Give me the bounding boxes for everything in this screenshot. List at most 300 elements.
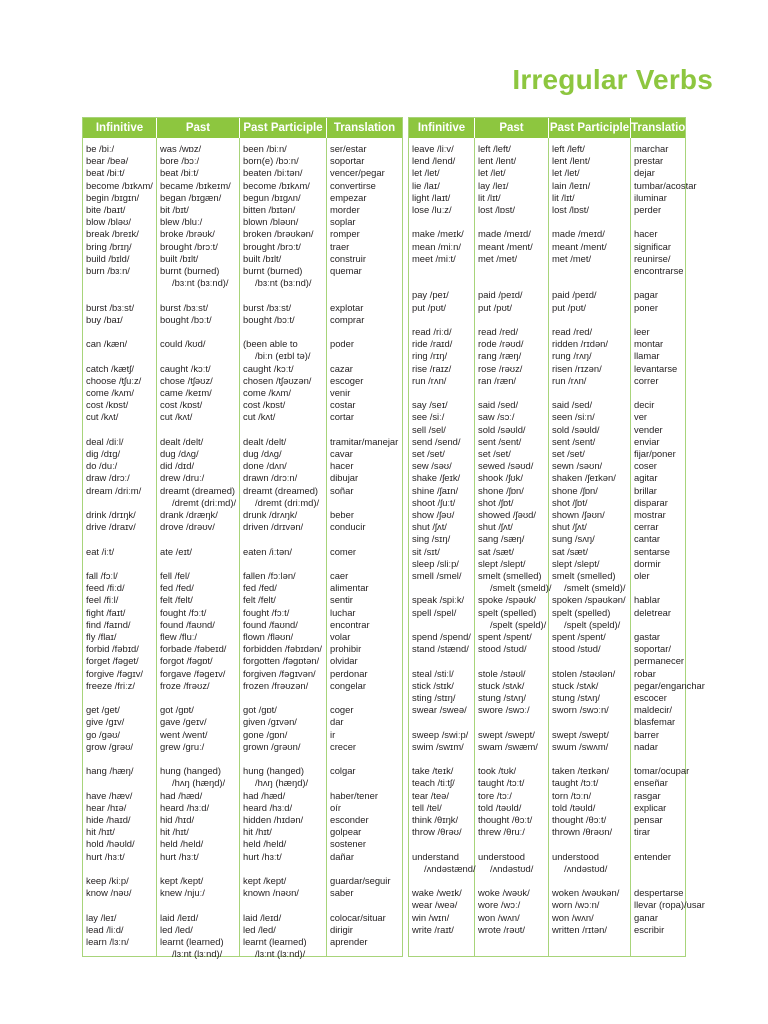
- column-past-participle: [549, 138, 631, 956]
- table-cell: [243, 558, 326, 570]
- table-cell: mean /miːn/: [412, 240, 461, 252]
- table-cell: gave /geɪv/: [160, 716, 207, 728]
- header-translation: Translation: [333, 122, 396, 134]
- table-cell: cerrar: [634, 521, 659, 533]
- table-cell: quemar: [330, 265, 362, 277]
- table-cell: [552, 753, 630, 765]
- table-cell: /ʌndəstʊd/: [564, 862, 608, 874]
- table-cell: shut /ʃʌt/: [478, 521, 513, 533]
- table-cell: swum /swʌm/: [552, 740, 609, 752]
- table-cell: deletrear: [634, 606, 672, 618]
- table-cell: [86, 753, 156, 765]
- table-cell: fell /fel/: [160, 570, 190, 582]
- table-cell: smelt (smelled): [478, 570, 542, 582]
- table-cell: soñar: [330, 484, 354, 496]
- header-infinitive: Infinitive: [83, 118, 157, 138]
- table-cell: dañar: [330, 850, 354, 862]
- table-cell: [243, 289, 326, 301]
- table-cell: poner: [634, 301, 658, 313]
- table-cell: meet /miːt/: [412, 252, 456, 264]
- table-cell: lose /luːz/: [412, 204, 452, 216]
- table-cell: woken /wəʊkən/: [552, 887, 620, 899]
- table-cell: agitar: [634, 472, 658, 484]
- table-cell: let /let/: [552, 167, 580, 179]
- table-cell: heard /hɜːd/: [160, 801, 210, 813]
- table-cell: drew /druː/: [160, 472, 205, 484]
- table-cell: traer: [330, 240, 350, 252]
- table-cell: [412, 265, 474, 277]
- table-cell: lain /leɪn/: [552, 179, 591, 191]
- table-cell: grow /grəʊ/: [86, 740, 134, 752]
- table-cell: llevar (ropa)/usar: [634, 899, 705, 911]
- table-cell: showed /ʃəʊd/: [478, 509, 536, 521]
- table-cell: [552, 387, 630, 399]
- table-cell: do /duː/: [86, 460, 118, 472]
- table-cell: [412, 387, 474, 399]
- table-cell: begun /bɪgʌn/: [243, 191, 301, 203]
- table-cell: sold /səʊld/: [478, 423, 526, 435]
- column-translation: [327, 138, 402, 956]
- table-cell: forgive /fəgɪv/: [86, 667, 144, 679]
- table-cell: [330, 533, 402, 545]
- table-cell: /spelt (speld)/: [564, 618, 621, 630]
- table-cell: bore /bɔː/: [160, 155, 200, 167]
- table-cell: [412, 753, 474, 765]
- table-cell: laid /leɪd/: [160, 911, 199, 923]
- table-cell: [86, 424, 156, 436]
- table-cell: began /bɪgæn/: [160, 191, 222, 203]
- table-cell: costar: [330, 399, 356, 411]
- table-cell: fought /fɔːt/: [160, 606, 207, 618]
- table-cell: shine /ʃaɪn/: [412, 484, 459, 496]
- header-infinitive: Infinitive: [409, 118, 475, 138]
- table-cell: blasfemar: [634, 716, 676, 728]
- table-cell: said /sed/: [552, 399, 593, 411]
- table-cell: learn /lɜːn/: [86, 936, 129, 947]
- table-cell: empezar: [330, 191, 367, 203]
- table-cell: [330, 424, 402, 436]
- table-cell: [160, 899, 239, 911]
- table-cell: [160, 350, 239, 362]
- table-cell: said /sed/: [478, 399, 519, 411]
- table-cell: built /bɪlt/: [160, 252, 199, 264]
- table-cell: sit /sɪt/: [412, 545, 440, 557]
- table-cell: sang /sæŋ/: [478, 533, 525, 545]
- table-cell: go /gəʊ/: [86, 728, 120, 740]
- table-cell: forgiven /fəgɪvən/: [243, 667, 316, 679]
- table-cell: [86, 326, 156, 338]
- table-cell: sat /sæt/: [478, 545, 514, 557]
- table-cell: iluminar: [634, 191, 667, 203]
- table-cell: swam /swæm/: [478, 740, 538, 752]
- table-cell: disparar: [634, 496, 668, 508]
- table-cell: sewn /səʊn/: [552, 460, 603, 472]
- table-cell: known /nəʊn/: [243, 887, 299, 899]
- table-cell: sew /səʊ/: [412, 460, 452, 472]
- table-cell: cut /kʌt/: [160, 411, 193, 423]
- table-cell: buy /baɪ/: [86, 313, 123, 325]
- table-cell: burn /bɜːn/: [86, 265, 130, 277]
- table-cell: hurt /hɜːt/: [160, 850, 199, 862]
- table-cell: leer: [634, 326, 650, 337]
- table-cell: chose /tʃəʊz/: [160, 374, 213, 386]
- table-cell: shone /ʃɒn/: [478, 484, 524, 496]
- table-cell: hit /hɪt/: [160, 826, 189, 838]
- table-cell: /spelt (speld)/: [490, 618, 547, 630]
- table-cell: keep /kiːp/: [86, 875, 129, 886]
- table-cell: set /set/: [412, 448, 445, 459]
- table-cell: could /kʊd/: [160, 338, 206, 350]
- table-cell: escoger: [330, 374, 364, 386]
- table-cell: hit /hɪt/: [86, 826, 115, 838]
- table-cell: mostrar: [634, 509, 666, 521]
- table-cell: [86, 899, 156, 911]
- table-cell: fall /fɔːl/: [86, 569, 118, 581]
- table-cell: meant /ment/: [552, 240, 607, 252]
- table-cell: [552, 838, 630, 850]
- table-cell: tramitar/manejar: [330, 435, 399, 447]
- table-cell: despertarse: [634, 887, 684, 899]
- table-cell: spend /spend/: [412, 631, 471, 643]
- table-cell: coger: [330, 704, 354, 716]
- table-cell: shoot /ʃuːt/: [412, 496, 456, 508]
- table-cell: dirigir: [330, 923, 353, 935]
- table-cell: fed /fed/: [243, 582, 277, 594]
- table-cell: eaten /iːtən/: [243, 545, 292, 557]
- table-cell: [412, 216, 474, 228]
- table-cell: cost /kɒst/: [160, 399, 203, 411]
- table-cell: dig /dɪg/: [86, 448, 121, 459]
- table-cell: had /hæd/: [160, 789, 203, 801]
- table-cell: dealt /delt/: [160, 435, 204, 447]
- table-cell: ate /eɪt/: [160, 545, 193, 557]
- table-cell: beat /biːt/: [160, 167, 199, 179]
- table-cell: coser: [634, 460, 657, 472]
- table-cell: swim /swɪm/: [412, 740, 464, 752]
- table-cell: forgot /fəgɒt/: [160, 655, 213, 667]
- table-cell: [160, 424, 239, 436]
- table-cell: smell /smel/: [412, 570, 462, 582]
- table-cell: ring /rɪŋ/: [412, 350, 448, 362]
- table-cell: shown /ʃəʊn/: [552, 509, 605, 521]
- table-cell: put /pʊt/: [478, 301, 512, 313]
- table-cell: stuck /stʌk/: [552, 679, 599, 691]
- header-past: Past: [157, 118, 240, 138]
- table-cell: hablar: [634, 594, 661, 606]
- table-cell: rang /ræŋ/: [478, 350, 522, 362]
- table-cell: shaken /ʃeɪkən/: [552, 472, 616, 484]
- table-cell: rasgar: [634, 789, 661, 801]
- table-cell: learnt (learned): [243, 936, 307, 948]
- table-cell: did /dɪd/: [160, 460, 195, 472]
- table-cell: bit /bɪt/: [160, 204, 189, 216]
- table-cell: colgar: [330, 765, 356, 777]
- table-cell: led /led/: [160, 923, 193, 935]
- table-cell: pensar: [634, 814, 663, 826]
- table-cell: gone /gɒn/: [243, 728, 288, 740]
- table-cell: drank /dræŋk/: [160, 509, 218, 521]
- table-cell: [412, 582, 474, 594]
- table-cell: rise /raɪz/: [412, 362, 452, 374]
- table-cell: gastar: [634, 631, 661, 643]
- table-cell: encontrarse: [634, 265, 684, 277]
- table-cell: forbade /fəbeɪd/: [160, 643, 227, 655]
- table-cell: chosen /tʃəʊzən/: [243, 374, 312, 386]
- table-cell: [86, 777, 156, 789]
- table-cell: decir: [634, 399, 655, 411]
- table-cell: [243, 533, 326, 545]
- table-cell: run /rʌn/: [412, 374, 447, 386]
- table-cell: [243, 863, 326, 875]
- table-cell: hold /həʊld/: [86, 838, 135, 850]
- table-cell: thought /θɔːt/: [478, 814, 533, 826]
- table-cell: lit /lɪt/: [552, 191, 575, 203]
- table-cell: grew /gruː/: [160, 740, 205, 752]
- table-cell: went /went/: [160, 728, 208, 740]
- table-cell: [552, 277, 630, 289]
- table-cell: [478, 216, 548, 228]
- table-cell: drive /draɪv/: [86, 521, 136, 533]
- table-cell: throw /θrəʊ/: [412, 826, 462, 838]
- table-cell: brought /brɔːt/: [160, 240, 218, 252]
- table-cell: come /kʌm/: [86, 387, 134, 398]
- table-cell: swear /sweə/: [412, 704, 467, 716]
- table-cell: oler: [634, 570, 650, 582]
- table-cell: /lɜːnt (lɜːnd)/: [172, 948, 223, 960]
- table-cell: conducir: [330, 521, 366, 533]
- table-cell: took /tʊk/: [478, 765, 517, 777]
- table-cell: froze /frəʊz/: [160, 679, 210, 691]
- table-cell: sat /sæt/: [552, 545, 588, 557]
- table-cell: olvidar: [330, 655, 358, 667]
- table-cell: shook /ʃʊk/: [478, 472, 523, 484]
- table-cell: set /set/: [552, 448, 585, 459]
- table-cell: [243, 692, 326, 704]
- table-cell: sell /sel/: [412, 423, 446, 435]
- table-cell: stick /stɪk/: [412, 679, 454, 691]
- table-cell: sworn /swɔːn/: [552, 704, 609, 716]
- table-cell: bite /baɪt/: [86, 204, 126, 216]
- table-cell: forgave /fəgeɪv/: [160, 667, 226, 679]
- table-cell: sent /sent/: [478, 435, 522, 447]
- table-cell: [552, 716, 630, 728]
- table-cell: aprender: [330, 936, 368, 947]
- table-cell: become /bɪkʌm/: [243, 179, 310, 191]
- table-cell: choose /tʃuːz/: [86, 374, 142, 386]
- table-cell: wake /weɪk/: [412, 887, 462, 899]
- table-cell: blew /bluː/: [160, 216, 203, 228]
- table-cell: [160, 326, 239, 338]
- table-cell: forget /fəget/: [86, 655, 139, 667]
- table-cell: forbid /fəbɪd/: [86, 643, 139, 655]
- header-translation: Translation: [631, 122, 693, 134]
- table-cell: wore /wɔː/: [478, 899, 521, 911]
- table-cell: dibujar: [330, 472, 359, 484]
- table-cell: vencer/pegar: [330, 167, 385, 179]
- table-cell: lit /lɪt/: [478, 191, 501, 203]
- table-cell: dug /dʌg/: [243, 448, 282, 460]
- table-cell: sostener: [330, 838, 366, 850]
- table-cell: stood /stʊd/: [478, 643, 527, 655]
- table-cell: dreamt (dreamed): [243, 484, 319, 496]
- table-cell: [330, 277, 402, 289]
- table-cell: fed /fed/: [160, 582, 194, 594]
- table-cell: draw /drɔː/: [86, 472, 130, 484]
- table-cell: pay /peɪ/: [412, 289, 449, 301]
- table-cell: enviar: [634, 435, 660, 447]
- table-cell: wear /weə/: [412, 899, 458, 911]
- table-cell: drunk /drʌŋk/: [243, 509, 298, 521]
- table-cell: [330, 497, 402, 509]
- table-cell: prohibir: [330, 643, 362, 655]
- table-cell: taken /teɪkən/: [552, 765, 610, 777]
- table-cell: told /təʊld/: [552, 801, 596, 813]
- table-cell: comprar: [330, 313, 365, 325]
- table-cell: shake /ʃeɪk/: [412, 472, 461, 484]
- table-cell: /lɜːnt (lɜːnd)/: [255, 948, 306, 960]
- table-cell: [330, 863, 402, 875]
- table-cell: forbidden /fəbɪdən/: [243, 643, 322, 655]
- table-cell: paid /peɪd/: [478, 289, 523, 301]
- table-cell: montar: [634, 338, 664, 350]
- table-cell: can /kæn/: [86, 338, 128, 350]
- table-cell: reunirse/: [634, 252, 671, 264]
- table-cell: burst /bɜːst/: [160, 301, 209, 313]
- page-title: Irregular Verbs: [512, 64, 713, 95]
- table-cell: had /hæd/: [243, 789, 286, 801]
- table-cell: catch /kætʃ/: [86, 362, 134, 374]
- table-cell: volar: [330, 631, 351, 642]
- table-cell: grown /grəʊn/: [243, 740, 301, 752]
- table-cell: [478, 838, 548, 850]
- table-cell: got /gɒt/: [243, 704, 277, 716]
- table-cell: fijar/poner: [634, 448, 676, 460]
- table-cell: hung (hanged): [243, 765, 304, 777]
- table-cell: lie /laɪ/: [412, 179, 440, 191]
- table-cell: swept /swept/: [478, 728, 535, 740]
- table-cell: [412, 716, 474, 728]
- table-cell: send /send/: [412, 435, 461, 447]
- table-cell: [634, 863, 685, 875]
- table-cell: tear /teə/: [412, 789, 450, 801]
- table-cell: be /biː/: [86, 143, 115, 154]
- table-cell: [634, 277, 685, 289]
- table-cell: soplar: [330, 216, 356, 228]
- table-cell: hidden /hɪdən/: [243, 814, 304, 826]
- table-cell: sentir: [330, 594, 353, 606]
- table-cell: left /left/: [478, 143, 511, 154]
- table-cell: knew /njuː/: [160, 887, 205, 899]
- table-cell: found /faʊnd/: [243, 618, 298, 630]
- table-cell: llamar: [634, 350, 660, 362]
- table-cell: [86, 497, 156, 509]
- table-cell: swore /swɔː/: [478, 704, 530, 716]
- table-cell: been /biːn/: [243, 143, 287, 154]
- table-cell: [552, 216, 630, 228]
- table-cell: [160, 558, 239, 570]
- table-cell: shut /ʃʌt/: [552, 521, 587, 533]
- column-past-participle: [240, 138, 327, 960]
- table-cell: heard /hɜːd/: [243, 801, 293, 813]
- table-cell: rose /rəʊz/: [478, 362, 523, 374]
- table-cell: bitten /bɪtən/: [243, 204, 296, 216]
- table-cell: burnt (burned): [243, 265, 303, 277]
- table-cell: /dremt (driːmd)/: [172, 496, 237, 508]
- table-cell: set /set/: [478, 448, 511, 459]
- table-cell: read /riːd/: [412, 325, 452, 337]
- table-cell: wrote /rəʊt/: [478, 923, 526, 935]
- table-cell: think /θɪŋk/: [412, 814, 459, 826]
- table-cell: oír: [330, 801, 341, 813]
- table-cell: saber: [330, 887, 354, 899]
- table-cell: venir: [330, 387, 351, 398]
- table-cell: risen /rɪzən/: [552, 362, 602, 374]
- table-cell: [412, 619, 474, 631]
- table-cell: [243, 424, 326, 436]
- table-cell: spent /spent/: [478, 631, 532, 643]
- table-cell: robar: [634, 667, 656, 679]
- table-cell: freeze /friːz/: [86, 679, 135, 691]
- table-cell: fought /fɔːt/: [243, 606, 290, 618]
- table-cell: hacer: [330, 460, 354, 472]
- table-cell: hacer: [634, 228, 658, 240]
- table-cell: won /wʌn/: [552, 911, 594, 923]
- table-cell: nadar: [634, 740, 658, 752]
- table-cell: sung /sʌŋ/: [552, 533, 595, 545]
- table-cell: sewed /səʊd/: [478, 460, 534, 472]
- table-cell: stolen /stəʊlən/: [552, 667, 616, 679]
- table-cell: stung /stʌŋ/: [478, 692, 526, 704]
- table-header: [83, 118, 402, 138]
- table-cell: shone /ʃɒn/: [552, 484, 598, 496]
- table-cell: hid /hɪd/: [160, 814, 195, 826]
- column-infinitive: [409, 138, 475, 956]
- table-cell: blown /bləʊn/: [243, 216, 299, 228]
- table-cell: saw /sɔː/: [478, 411, 515, 423]
- table-cell: [478, 277, 548, 289]
- table-cell: begin /bɪgɪn/: [86, 191, 140, 203]
- table-cell: romper: [330, 228, 360, 240]
- table-cell: /ʌndəstʊd/: [490, 862, 534, 874]
- table-cell: speak /spiːk/: [412, 594, 465, 606]
- table-cell: beber: [330, 509, 354, 520]
- table-cell: lay /leɪ/: [86, 911, 117, 923]
- table-cell: [412, 838, 474, 850]
- table-cell: hear /hɪə/: [86, 801, 127, 813]
- table-cell: built /bɪlt/: [243, 252, 282, 264]
- table-cell: [86, 533, 156, 545]
- table-cell: dar: [330, 716, 344, 728]
- table-cell: /ʌndəstænd/: [424, 862, 476, 874]
- table-cell: seen /siːn/: [552, 411, 595, 423]
- table-cell: brillar: [634, 484, 657, 496]
- table-cell: meant /ment/: [478, 240, 533, 252]
- table-cell: stood /stʊd/: [552, 643, 601, 655]
- table-cell: [552, 265, 630, 277]
- table-cell: [330, 350, 402, 362]
- table-cell: barrer: [634, 728, 660, 740]
- column-infinitive: [83, 138, 157, 956]
- table-cell: shot /ʃɒt/: [552, 496, 588, 508]
- table-cell: crecer: [330, 740, 357, 752]
- table-cell: burst /bɜːst/: [243, 301, 292, 313]
- table-cell: (been able to: [243, 338, 298, 350]
- table-cell: bought /bɔːt/: [160, 313, 212, 325]
- table-cell: [160, 289, 239, 301]
- table-cell: shot /ʃɒt/: [478, 496, 514, 508]
- table-header: [409, 118, 693, 138]
- table-cell: kept /kept/: [243, 875, 287, 887]
